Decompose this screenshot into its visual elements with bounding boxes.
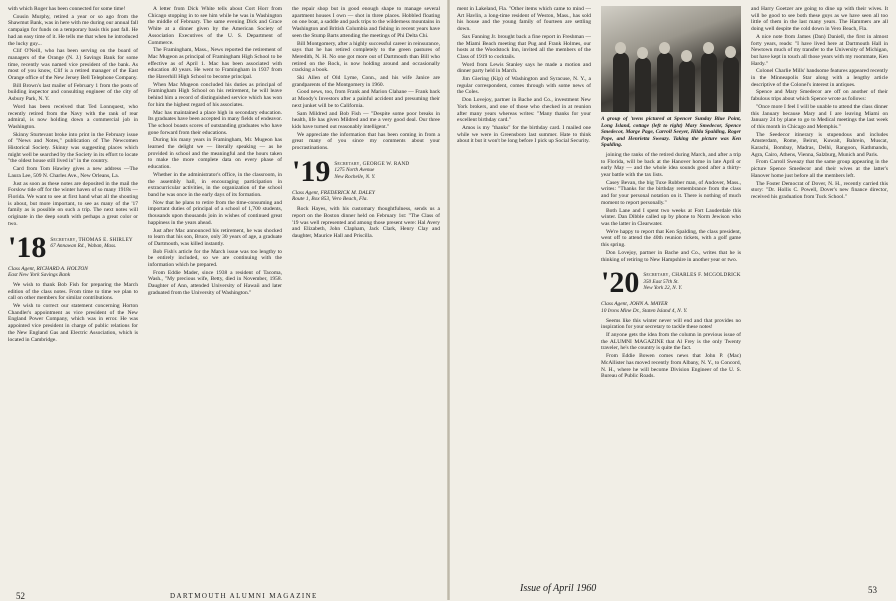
page-number-left: 52 — [16, 591, 25, 601]
paragraph: Sam Mildred and Bob Fish — "Despite some poor breaks in health, life has given Mildred and me a very good deal. Our three kids have turned out reasonably intelligent." — [292, 110, 440, 130]
paragraph: Don Lovejoy, partner in Bache and Co., writes that he is thinking of retiring to New Hampshire in another year or two. — [601, 249, 741, 263]
paragraph: The Seedecor itinerary is stupendous and includes Amsterdam, Rome, Beirut, Kuwait, Bahrein, Muscat, Karachi, Bombay, Madras, Delhi, Rangoon, Kathmandu, Agra, Cairo, Athens, Vienna, Salzburg, Munich and Paris. — [751, 131, 888, 158]
column-4 — [457, 6, 591, 581]
paragraph: Now that he plans to retire from the time-consuming and important duties of principal of a school of 1,700 students, thousands upon thousands join in wishes of continued great happiness in the years ahead. — [148, 199, 282, 226]
class-secretary-info — [334, 158, 409, 180]
class-year: '18 — [8, 230, 47, 264]
paragraph: Card from Tom Hawley gives a new address —The Laura Lee, 509 N. Charles Ave., New Orleans, La. — [8, 166, 138, 179]
paragraph: Whether in the administrator's office, in the classroom, in the assembly hall, in encouraging participation in extracurricular activities, in the organization of the school band he was once in the early days of its formation. — [148, 171, 282, 198]
paragraph: the repair shop but in good enough shape to manage several apartment houses I own — shot in three places. Hobbled floating on one boat, a saddle and pack trips to the wilderness mountains in Washington and British Columbia and fishing in recent years have seen the Stump Barts attending the meetings of Phi Delta Chi. — [292, 6, 440, 39]
paragraph: During his many years in Framingham, Mr. Mugeon has learned the delight we — literally speaking — as he provided in school and the meaningful and the hours taken to make the more complete data on every phase of education. — [148, 137, 282, 171]
paragraph: Both Lane and I spent two weeks at Fort Lauderdale this winter. Dan Dibble called up by phone to Norm Jewison who was the latter in Clearwater. — [601, 207, 741, 227]
paragraph: Spence and Mary Smedecor are off on another of their fabulous trips about which Spence wrote as follows: — [751, 89, 888, 103]
paragraph: A nice note from James (Dan) Daniell, the first in almost forty years, reads: "I have lived here at Dartmouth Hall in Newtown much of my transfer to the University of Michigan, but have kept in touch all those years with my roommate, Ken Hardy." — [751, 33, 888, 67]
class-agent — [601, 301, 741, 314]
paragraph: ment in Lakeland, Fla. "Other items which came to mind — Art Havlin, a long-time resident of Weston, Mass., has sold his house and the young family of fourteen are settling down. — [457, 6, 591, 33]
paragraph: Bob Fish's article for the March issue was too lengthy to be entirely included, so we are continuing with the information which he prepared. — [148, 248, 282, 269]
paragraph: Seems like this winter never will end and that provides no inspiration for your secretary to tackle these notes! — [601, 317, 741, 331]
paragraph: Rock Hayes, with his customary thoughtfulness, sends us a report on the Boston dinner held on February 1st: "The Class of '19 was well represented and among those present were: Hal Avery and Elizabeth, John Clapham, Jack Clark, Henry Clay and daughter, Maurice Hall and Priscilla. — [292, 206, 440, 239]
class-secretary-info — [50, 234, 132, 250]
paragraph: Good news, too, from Frank and Marion Clahane — Frank back at Moody's Investors after a painful accident and presuming their next junket will be to California. — [292, 89, 440, 109]
page-number-right: 53 — [868, 585, 877, 595]
secretary-address: 67 Annawan Rd., Waban, Mass. — [50, 242, 117, 249]
column-2 — [148, 6, 282, 581]
paragraph: The Foster Democrat of Dover, N. H., recently carried this story: "Dr. Hollis C. Powell, Dover's new finance director, received his graduation from Tuck School." — [751, 180, 888, 200]
class-year: '19 — [292, 154, 331, 188]
paragraph: The Framingham, Mass., News reported the retirement of Mac Mugeon as principal of Framingham High School to be effective as of April 1. Mac has been associated with education 40 years. He went to Framingham in 1937 from the Haverhill High School to become principal. — [148, 47, 282, 81]
column-3 — [292, 6, 440, 581]
paragraph: joining the ranks of the retired during March, and after a trip to Florida, will be back at the Hanover home in late April or early May — and the whole idea sounds good after a thirty-year battle with the tax lists. — [601, 151, 741, 179]
paragraph: We're happy to report that Ken Spalding, the class president, went off to attend the 40th reunion tickets, with a golf game this spring. — [601, 228, 741, 249]
class-agent-address: 10 Irons Mine Dr., Staten Island 4, N. Y. — [601, 307, 688, 314]
class-agent-name: Class Agent, FREDERICK M. DALEY — [292, 189, 375, 196]
paragraph: From Eddie Mader, since 1938 a resident of Tacoma, Wash., "My precious wife, Betty, died in November, 1958. Daughter of Ann, attended University of Hawaii and later graduated from the University of Washington." — [148, 269, 282, 296]
paragraph: Ski Allen of Old Lyme, Conn., and his wife Janice are grandparents of the Montgomery in 1960. — [292, 75, 440, 88]
paragraph: with which Roger has been connected for some time! — [8, 6, 126, 12]
photo-caption: A group of 'teens pictured at Spencer Sunday Blue Point, Long Island, cottage (left to right) Mary Smedecor, Spence Smedecor, Marge Page, Carroll Seeyer, Hilda Spalding, Roger Pope, and Henrietta Sweazy. Taking the picture was Ken Spalding. — [601, 116, 741, 149]
paragraph: Colonel Charlie Mills' handsome features appeared recently in the Minneapolis Star along with a lengthy article descriptive of the Colonel's interest in antiques. — [751, 68, 888, 88]
paragraph: From Eddie Bowen comes news that John P. (Mac) McAllister has moved recently from Albany, N. Y., to Concord, N. H., where he will become Division Engineer of the U. S. Bureau of Public Roads. — [601, 353, 741, 380]
class-agent — [8, 266, 138, 279]
paragraph: Skinny Sturtevant broke into print in the February issue of "News and Notes," publication of The Newcomen Historical Society. Skinny was suggesting places which might well be searched by the Society in its effort to locate "the oldest house still lived in" in the country. — [8, 131, 138, 165]
secretary-address: 1275 North Avenue — [334, 167, 375, 174]
class-agent-name: Class Agent, JOHN A. MAYER — [601, 301, 668, 308]
paragraph: Bill Brown's last mailer of February 1 from the posts of building inspector and consulting engineer of the city of Asbury Park, N. Y. — [8, 82, 138, 103]
paragraph: We appreciate the information that has been coming in from a great many of you since my comments about your procrastinations. — [292, 131, 440, 152]
class-agent-name: Class Agent, RICHARD A. HOLTON — [8, 265, 88, 272]
paragraph: Mac has maintained a place high in secondary education. Its graduates have been accepted in many fields of endeavor. The school boasts scores of outstanding graduates who have gone forward from their educations. — [148, 109, 282, 136]
paragraph: Don Lovejoy, partner in Bache and Co., investment New York brokers, and one of those who checked in at reunion after many years whereas writes: "Many thanks for your excellent birthday card." — [457, 97, 591, 124]
paragraph: Just after Mac announced his retirement, he was shocked to learn that his son, Bruce, only 30 years of age, a graduate of Dartmouth, was killed instantly. — [148, 227, 282, 247]
paragraph: We wish to thank Bob Fish for preparing the March edition of the class notes. From time to time we plan to call on other members for similar contributions. — [8, 281, 138, 302]
paragraph: We wish to correct our statement concerning Horton Chandler's appointment as vice president of the New England Power Company, which was in error. He was appointed vice president in charge of public relations for the New England Gas and Electric Association, which is located in Cambridge. — [8, 303, 138, 343]
left-page — [8, 6, 440, 601]
paragraph: Word from Lewis Stanley says he made a motion and dinner party held in March. — [457, 61, 591, 75]
paragraph: Cousin Murphy, retired a year or so ago from the Shawmut Bank, was in here with me during our annual fall campaign for funds on a temporary basis this past fall. He had an easy time of it. He tells me that when he introduced the lucky guy... — [8, 13, 138, 47]
class-agent-address: East New York Savings Bank — [8, 272, 71, 279]
page-gutter — [447, 0, 450, 600]
issue-date-footer: Issue of April 1960 — [520, 583, 597, 594]
class-secretary-info — [643, 269, 740, 291]
paragraph: From Carroll Sweazy that the same group appearing in the picture Spence Smedecor and their wives at the latter's Hanover home just before all the members left. — [751, 159, 888, 179]
paragraph: Bill Montgomery, after a highly successful career in reinsurance, says that he has retired completely to the green pastures of Meredith, N. H. No one got more out of Dartmouth than Bill who retired on the Rock, is now holding around and occasionally cracking a book. — [292, 40, 440, 74]
paragraph: Just as soon as these notes are deposited in the mail the Forslow tide off for the winter haven of so many 1918s — Florida. We want to see at first hand what all the shouting is about, but more important, to see as many of the '17 family as is possible on such a trip. The next notes will originate in the deep south with perhaps a great color or two. — [8, 180, 138, 227]
secretary-name: Secretary, THOMAS E. SHIRLEY — [50, 236, 133, 243]
class-year: '20 — [601, 266, 640, 300]
magazine-name-footer: DARTMOUTH ALUMNI MAGAZINE — [170, 592, 318, 600]
secretary-name: Secretary, GEORGE W. RAND — [334, 160, 410, 167]
paragraph: If anyone gets the idea from the column in previous issue of the ALUMNI MAGAZINE that Al Frey is the only Twenty traveler, he's the country is quite the fact. — [601, 332, 741, 352]
paragraph: Amos is my "thanks" for the birthday card. I mailed one while we were in Greensboro last summer. Hate to think about it but it won't be long before I pick up Social Security. — [457, 124, 591, 145]
class-agent-address: Route 1, Box 853, Vero Beach, Fla. — [292, 196, 368, 203]
paragraph: Casey Bevan, the big Tuxe Rubber man, of Andover, Mass., writes: "Thanks for the birthday remembrance from the class and for your personal notation on it. There is nothing of much moment to report personally." — [601, 179, 741, 206]
class-section-header — [601, 266, 741, 300]
column-1 — [8, 6, 138, 581]
paragraph: A letter from Dick White tells about Cort Horr from Chicago stopping in to see him while he was in Washington the middle of February. The same evening Dick and Grace White at a dinner given by the American Society of Association Executives of the U. S. Department of Commerce. — [148, 6, 282, 46]
class-section-header — [292, 154, 440, 188]
paragraph: When Mac Mugeon concluded his duties as principal of Framingham High School on his retirement, he will leave behind him a record of distinguished service which has won for him the highest regard of his associates. — [148, 81, 282, 108]
secretary-address: 350 East 57th St. — [643, 278, 679, 285]
paragraph: "Once more I feel I will be unable to attend the class dinner this January because Mary and I are leaving Miami on January 24 by plane to go to Medical meetings the last week of this month in Chicago and Memphis." — [751, 103, 888, 130]
paragraph: Word has been received that Ted Lonnquest, who recently retired from the Navy with the rank of rear admiral, is now holding down a commercial job in Washington. — [8, 103, 138, 130]
secretary-address-line-2: New York 22, N. Y. — [643, 285, 683, 292]
paragraph: Clif O'Neill, who has been serving on the board of managers of the Orange (N. J.) Savings Bank for some time, recently was named vice president of the bank. As most of you know, Clif is a retired manager of the East Orange office of the New Jersey Bell Telephone Company. — [8, 48, 138, 82]
column-5 — [601, 6, 741, 581]
paragraph: Sax Fanning Jr. brought back a fine report in Freshman — the Miami Beach meeting that Pug and Frank Holmes, our hosts at the Woodstock Inn, invited all the members of the Class of 1919 to cocktails. — [457, 33, 591, 60]
right-page — [457, 6, 888, 581]
paragraph: Jim Giering (Kip) of Washington and Syracuse, N. Y., a regular correspondent, comes through with some news of the Coles. — [457, 76, 591, 96]
class-section-header — [8, 230, 138, 264]
secretary-address-line-2: New Rochelle, N. Y. — [334, 173, 376, 180]
class-agent — [292, 190, 440, 203]
group-photo — [601, 6, 741, 112]
column-6 — [751, 6, 888, 581]
secretary-name: Secretary, CHARLES F. MCGOLDRICK — [643, 272, 741, 279]
paragraph: and Harry Goetzer are going to dine up with their wives. It will be good to see both these guys as we have seen all too little of them in the last many years. The Hammers are all doing well despite the cold down in Vero Beach, Fla. — [751, 6, 888, 33]
